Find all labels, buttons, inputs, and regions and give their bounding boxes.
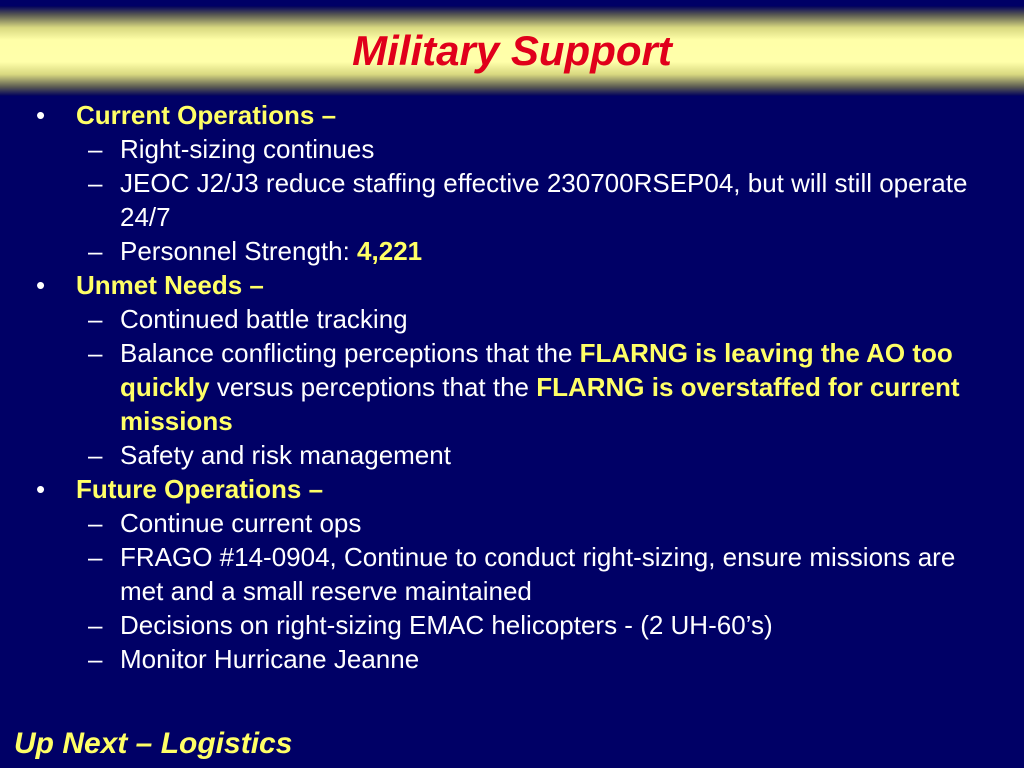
highlight-text: FLARNG is overstaffed for current missions	[120, 372, 960, 436]
list-item-text: Decisions on right-sizing EMAC helicopters - (2 UH-60’s)	[120, 610, 773, 640]
section-future-operations	[0, 472, 1024, 506]
list-item-text: Safety and risk management	[120, 440, 451, 470]
personnel-strength-label: Personnel Strength:	[120, 236, 358, 266]
list-item	[0, 540, 1024, 608]
bullet-icon: •	[36, 100, 46, 130]
list-item	[0, 438, 1024, 472]
list-item-text: Monitor Hurricane Jeanne	[120, 644, 420, 674]
slide-body	[0, 98, 1024, 676]
dash-icon: –	[88, 644, 103, 674]
section-current-operations	[0, 98, 1024, 132]
list-item	[0, 336, 1024, 438]
next-topic-footer: Up Next – Logistics	[14, 727, 293, 760]
list-item	[0, 642, 1024, 676]
dash-icon: –	[88, 542, 103, 572]
personnel-strength-value: 4,221	[357, 236, 423, 266]
bullet-icon: •	[36, 270, 46, 300]
bullet-icon: •	[36, 474, 46, 504]
list-item	[0, 506, 1024, 540]
list-item-text: Balance conflicting perceptions that the	[120, 338, 580, 368]
dash-icon: –	[88, 236, 103, 266]
section-heading: Unmet Needs –	[76, 270, 264, 300]
list-item-text: JEOC J2/J3 reduce staffing effective 230700RSEP04, but will still operate 24/7	[120, 168, 968, 232]
dash-icon: –	[88, 168, 103, 198]
list-item	[0, 302, 1024, 336]
slide-title: Military Support	[352, 27, 672, 74]
list-item	[0, 166, 1024, 234]
section-heading: Current Operations –	[76, 100, 337, 130]
list-item	[0, 234, 1024, 268]
dash-icon: –	[88, 508, 103, 538]
list-item-text: FRAGO #14-0904, Continue to conduct right-sizing, ensure missions are met and a small reserve maintained	[120, 542, 956, 606]
dash-icon: –	[88, 610, 103, 640]
dash-icon: –	[88, 440, 103, 470]
highlight-text: FLARNG is leaving the AO too quickly	[120, 338, 953, 402]
list-item-text: Right-sizing continues	[120, 134, 375, 164]
dash-icon: –	[88, 338, 103, 368]
section-unmet-needs	[0, 268, 1024, 302]
list-item	[0, 608, 1024, 642]
list-item-text: Continue current ops	[120, 508, 362, 538]
dash-icon: –	[88, 304, 103, 334]
section-heading: Future Operations –	[76, 474, 324, 504]
list-item-text: Continued battle tracking	[120, 304, 408, 334]
list-item-text: versus perceptions that the	[209, 372, 537, 402]
dash-icon: –	[88, 134, 103, 164]
list-item	[0, 132, 1024, 166]
